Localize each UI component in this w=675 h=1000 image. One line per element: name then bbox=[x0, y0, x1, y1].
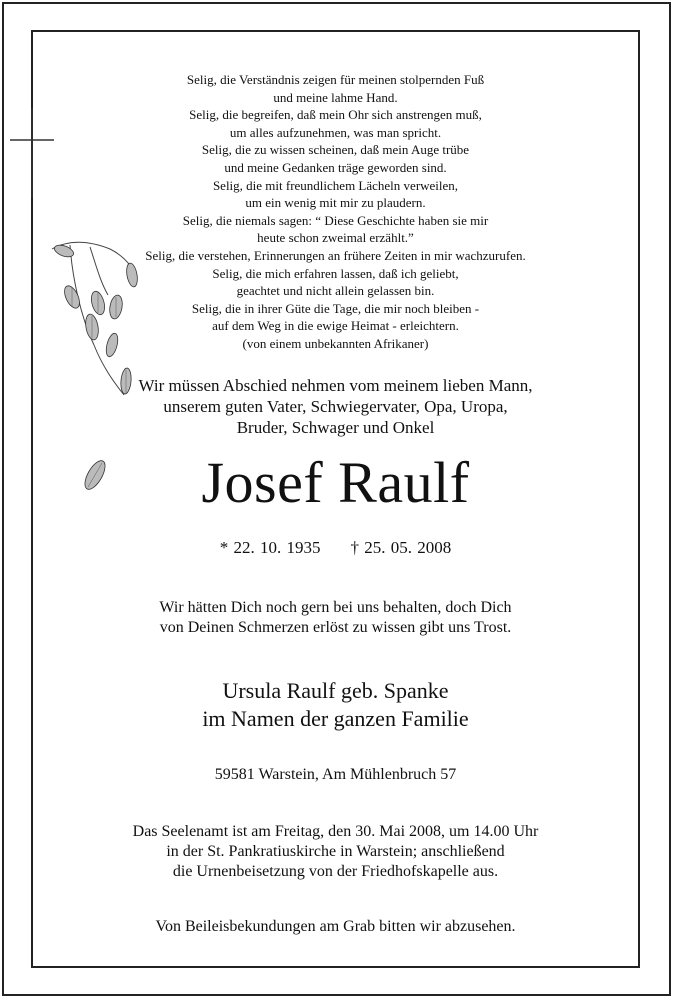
poem-line: um alles aufzunehmen, was man spricht. bbox=[229, 124, 442, 140]
poem-line: Selig, die mit freundlichem Lächeln verweilen, bbox=[212, 177, 459, 193]
condolence-request: Von Beileisbekundungen am Grab bitten wir abzusehen. bbox=[155, 918, 516, 935]
signer bbox=[33, 677, 638, 733]
signer-note: im Namen der ganzen Familie bbox=[202, 706, 469, 731]
poem-line: Selig, die Verständnis zeigen für meinen stolpernden Fuß bbox=[186, 72, 485, 87]
intro-line: Wir müssen Abschied nehmen vom meinem lieben Mann, bbox=[138, 376, 533, 395]
poem-line: und meine lahme Hand. bbox=[273, 89, 398, 105]
intro-line: Bruder, Schwager und Onkel bbox=[236, 418, 435, 437]
deceased-name: Josef Raulf bbox=[201, 450, 470, 515]
life-dates bbox=[33, 537, 638, 559]
poem-line: und meine Gedanken träge geworden sind. bbox=[224, 159, 447, 175]
message-line: von Deinen Schmerzen erlöst zu wissen gibt uns Trost. bbox=[159, 619, 512, 636]
death-date: † 25. 05. 2008 bbox=[350, 538, 452, 557]
service-line: Das Seelenamt ist am Freitag, den 30. Mai 2008, um 14.00 Uhr bbox=[132, 823, 539, 840]
poem-line: heute schon zweimal erzählt.” bbox=[257, 230, 414, 246]
family-message bbox=[33, 598, 638, 638]
intro-line: unserem guten Vater, Schwiegervater, Opa, Uropa, bbox=[163, 397, 508, 416]
service-line: in der St. Pankratiuskirche in Warstein; anschließend bbox=[166, 843, 505, 860]
message-line: Wir hätten Dich noch gern bei uns behalten, doch Dich bbox=[159, 599, 512, 616]
intro-text bbox=[33, 375, 638, 438]
poem-line: Selig, die begreifen, daß mein Ohr sich anstrengen muß, bbox=[189, 107, 482, 123]
poem-line: Selig, die mich erfahren lassen, daß ich geliebt, bbox=[212, 265, 459, 281]
poem-line: Selig, die zu wissen scheinen, daß mein Auge trübe bbox=[201, 142, 470, 158]
poem-line: um ein wenig mit mir zu plaudern. bbox=[245, 195, 426, 211]
poem-line: Selig, die verstehen, Erinnerungen an frühere Zeiten in mir wachzurufen. bbox=[145, 247, 526, 263]
poem-line: Selig, die niemals sagen: “ Diese Geschichte haben sie mir bbox=[182, 212, 489, 228]
signer-name: Ursula Raulf geb. Spanke bbox=[222, 678, 449, 703]
address: 59581 Warstein, Am Mühlenbruch 57 bbox=[214, 766, 457, 783]
poem-line: geachtet und nicht allein gelassen bin. bbox=[236, 283, 435, 299]
poem-attribution: (von einem unbekannten Afrikaner) bbox=[242, 335, 429, 351]
birth-date: * 22. 10. 1935 bbox=[219, 538, 321, 557]
poem-line: auf dem Weg in die ewige Heimat - erleichtern. bbox=[212, 318, 459, 334]
service-info bbox=[33, 822, 638, 882]
service-line: die Urnenbeisetzung von der Friedhofskapelle aus. bbox=[172, 863, 499, 880]
poem bbox=[33, 71, 638, 353]
poem-line: Selig, die in ihrer Güte die Tage, die mir noch bleiben - bbox=[191, 300, 480, 316]
